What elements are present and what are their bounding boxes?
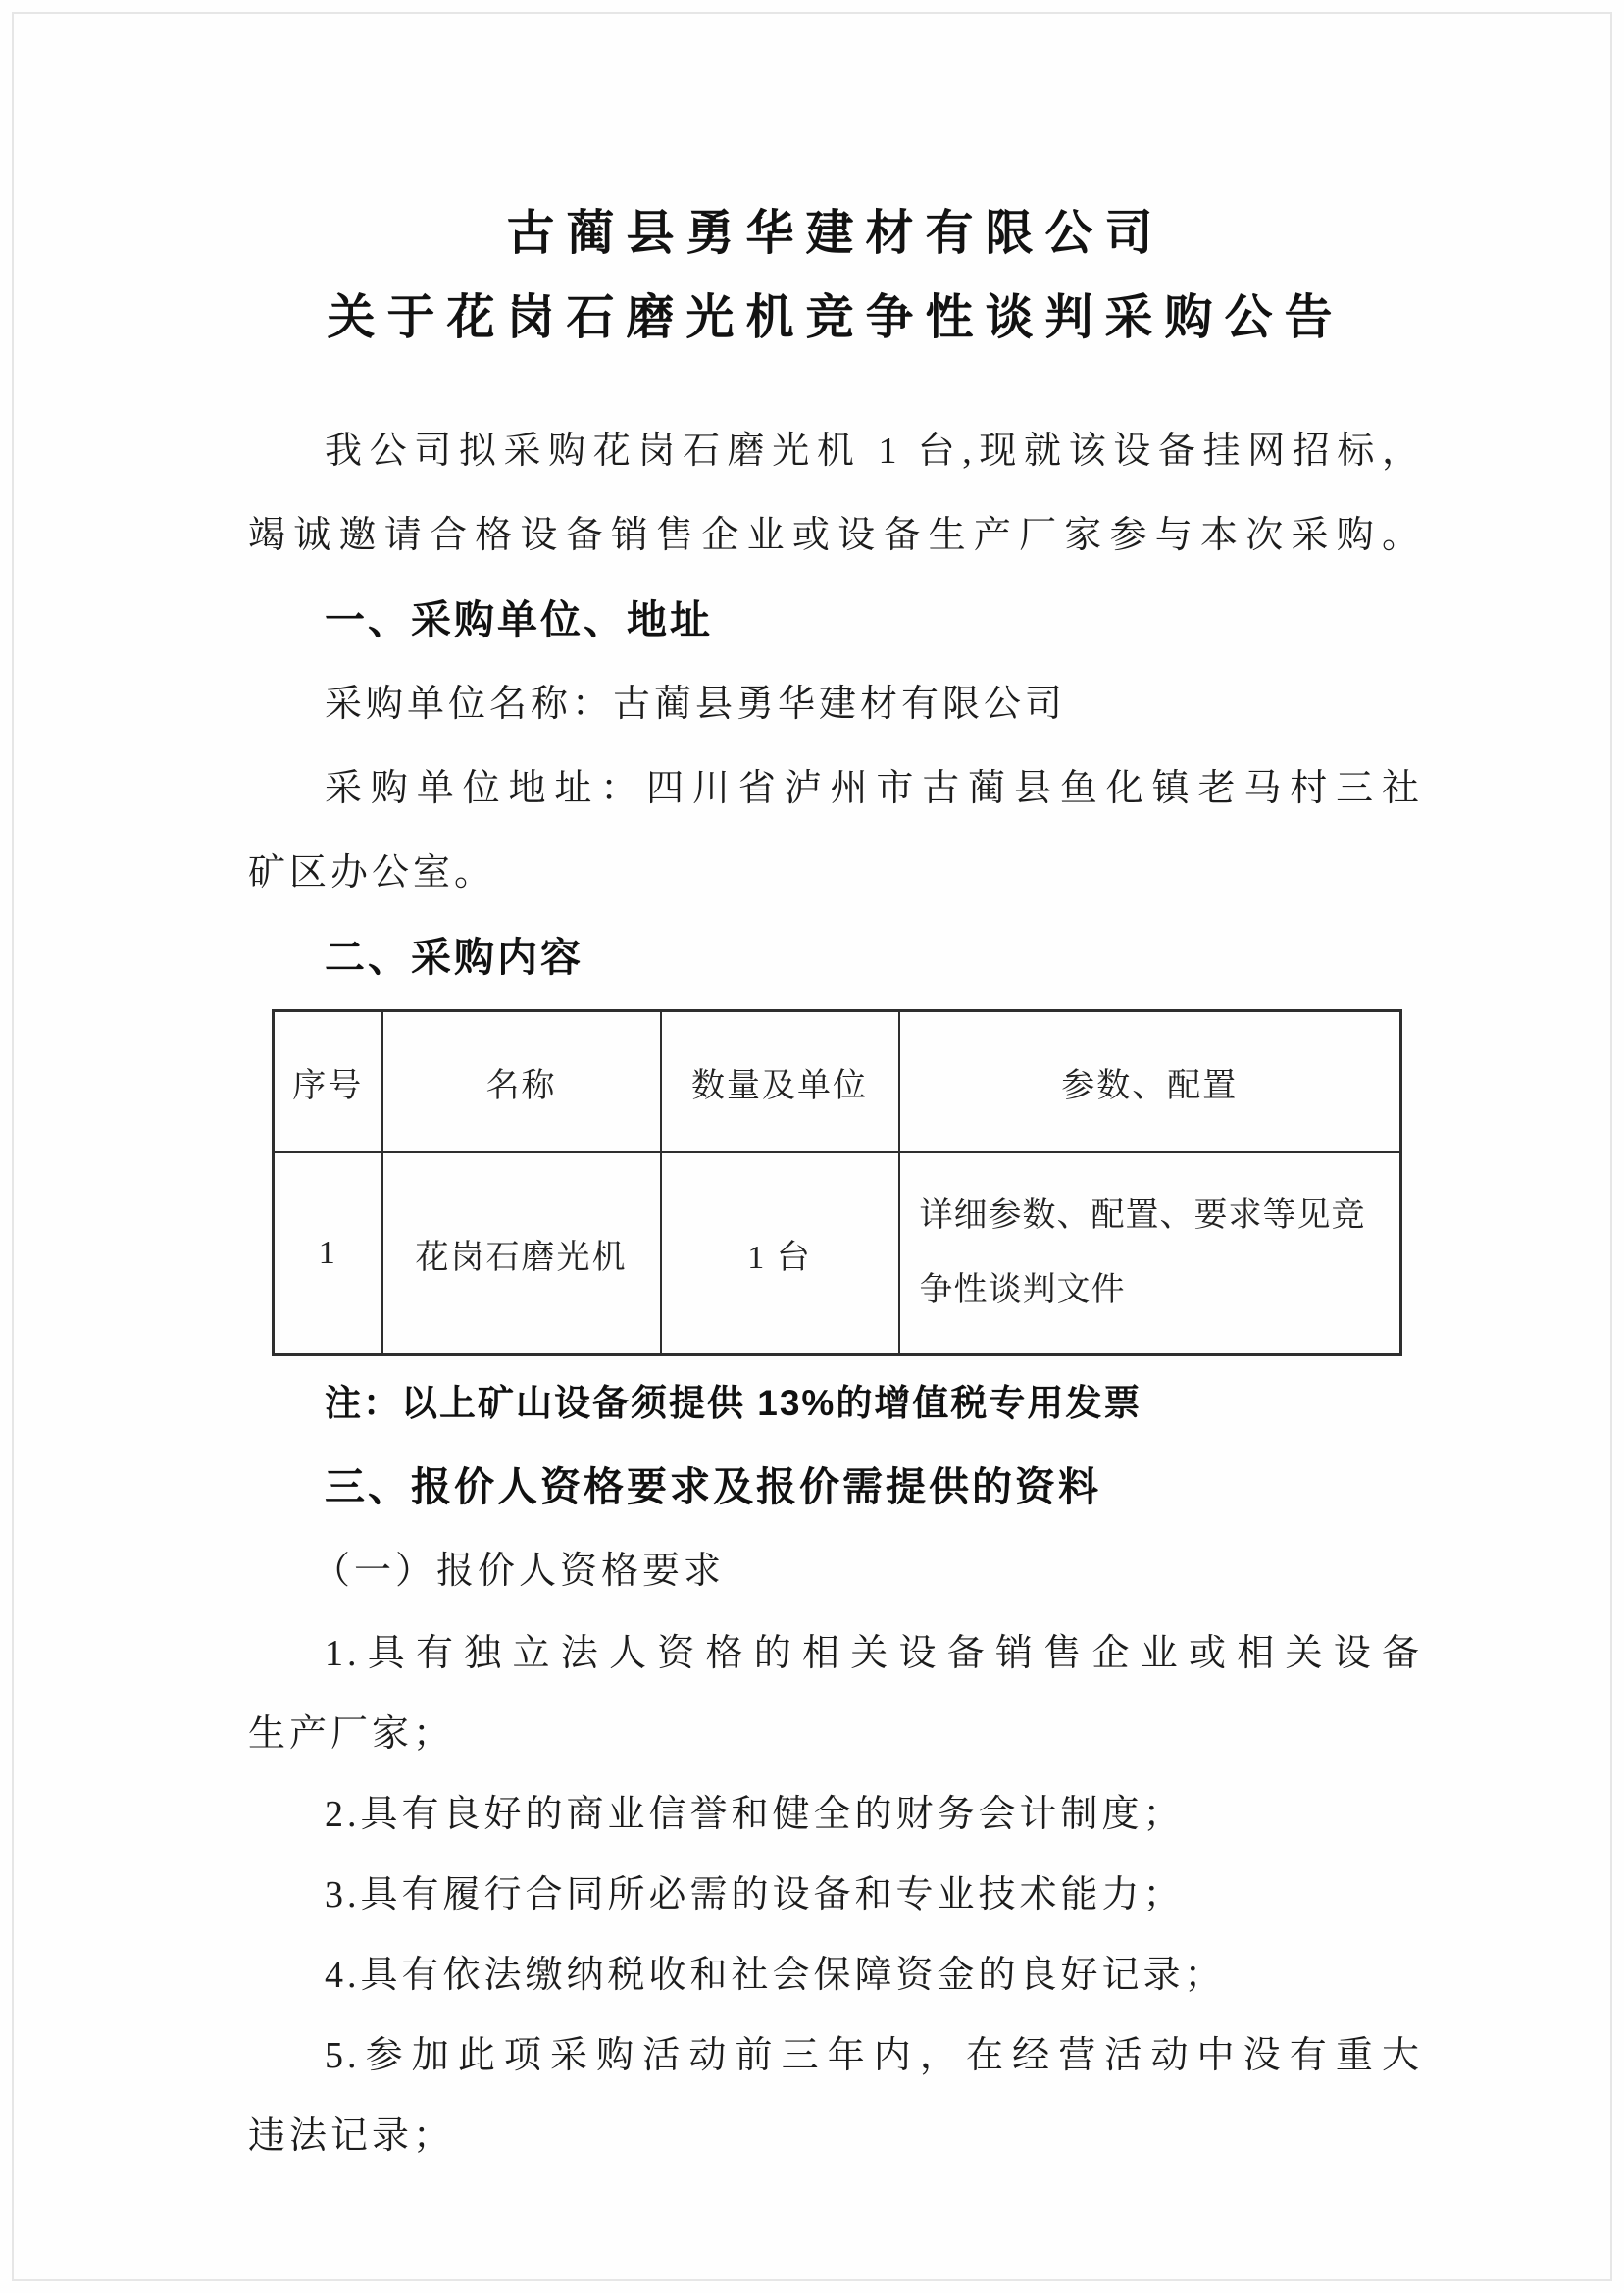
table-header-row bbox=[274, 1011, 1401, 1153]
qualification-item-5-line-1: 5.参加此项采购活动前三年内，在经营活动中没有重大 bbox=[325, 2035, 1423, 2076]
cell-spec: 详细参数、配置、要求等见竞争性谈判文件 bbox=[899, 1152, 1401, 1355]
table-header-serial: 序号 bbox=[274, 1011, 382, 1153]
tax-invoice-note: 注：以上矿山设备须提供 13%的增值税专用发票 bbox=[325, 1383, 1142, 1423]
document-title-line-1: 古蔺县勇华建材有限公司 bbox=[506, 207, 1165, 260]
qualification-item-5-line-2: 违法记录； bbox=[248, 2115, 455, 2157]
intro-line-2: 竭诚邀请合格设备销售企业或设备生产厂家参与本次采购。 bbox=[248, 515, 1423, 556]
qualification-item-2: 2.具有良好的商业信誉和健全的财务会计制度； bbox=[325, 1794, 1185, 1835]
qualification-item-3: 3.具有履行合同所必需的设备和专业技术能力； bbox=[325, 1874, 1185, 1915]
subsection-1-heading: （一）报价人资格要求 bbox=[313, 1551, 726, 1592]
section-3-heading: 三、报价人资格要求及报价需提供的资料 bbox=[325, 1464, 1101, 1509]
section-1-heading: 一、采购单位、地址 bbox=[325, 597, 713, 642]
document-content bbox=[248, 191, 1423, 2176]
table-header-name: 名称 bbox=[382, 1011, 661, 1153]
cell-serial: 1 bbox=[274, 1152, 382, 1355]
purchaser-address-line-2: 矿区办公室。 bbox=[248, 852, 496, 893]
intro-paragraph bbox=[248, 409, 1423, 578]
qualification-item-4: 4.具有依法缴纳税收和社会保障资金的良好记录； bbox=[325, 1955, 1226, 1996]
intro-line-1: 我公司拟采购花岗石磨光机 1 台,现就该设备挂网招标， bbox=[325, 431, 1423, 472]
cell-name: 花岗石磨光机 bbox=[382, 1152, 661, 1355]
table-header-quantity: 数量及单位 bbox=[661, 1011, 899, 1153]
table-row bbox=[274, 1152, 1401, 1355]
purchaser-address-line-1: 采购单位地址：四川省泸州市古蔺县鱼化镇老马村三社 bbox=[325, 768, 1423, 809]
qualification-item-1-line-1: 1.具有独立法人资格的相关设备销售企业或相关设备 bbox=[325, 1633, 1423, 1674]
document-title-line-2: 关于花岗石磨光机竞争性谈判采购公告 bbox=[327, 291, 1345, 344]
table-header-spec: 参数、配置 bbox=[899, 1011, 1401, 1153]
section-2-heading: 二、采购内容 bbox=[325, 935, 584, 980]
purchaser-name-line: 采购单位名称：古蔺县勇华建材有限公司 bbox=[325, 684, 1067, 725]
cell-quantity: 1 台 bbox=[661, 1152, 899, 1355]
qualification-item-1-line-2: 生产厂家； bbox=[248, 1713, 455, 1755]
procurement-items-table bbox=[272, 1009, 1402, 1356]
